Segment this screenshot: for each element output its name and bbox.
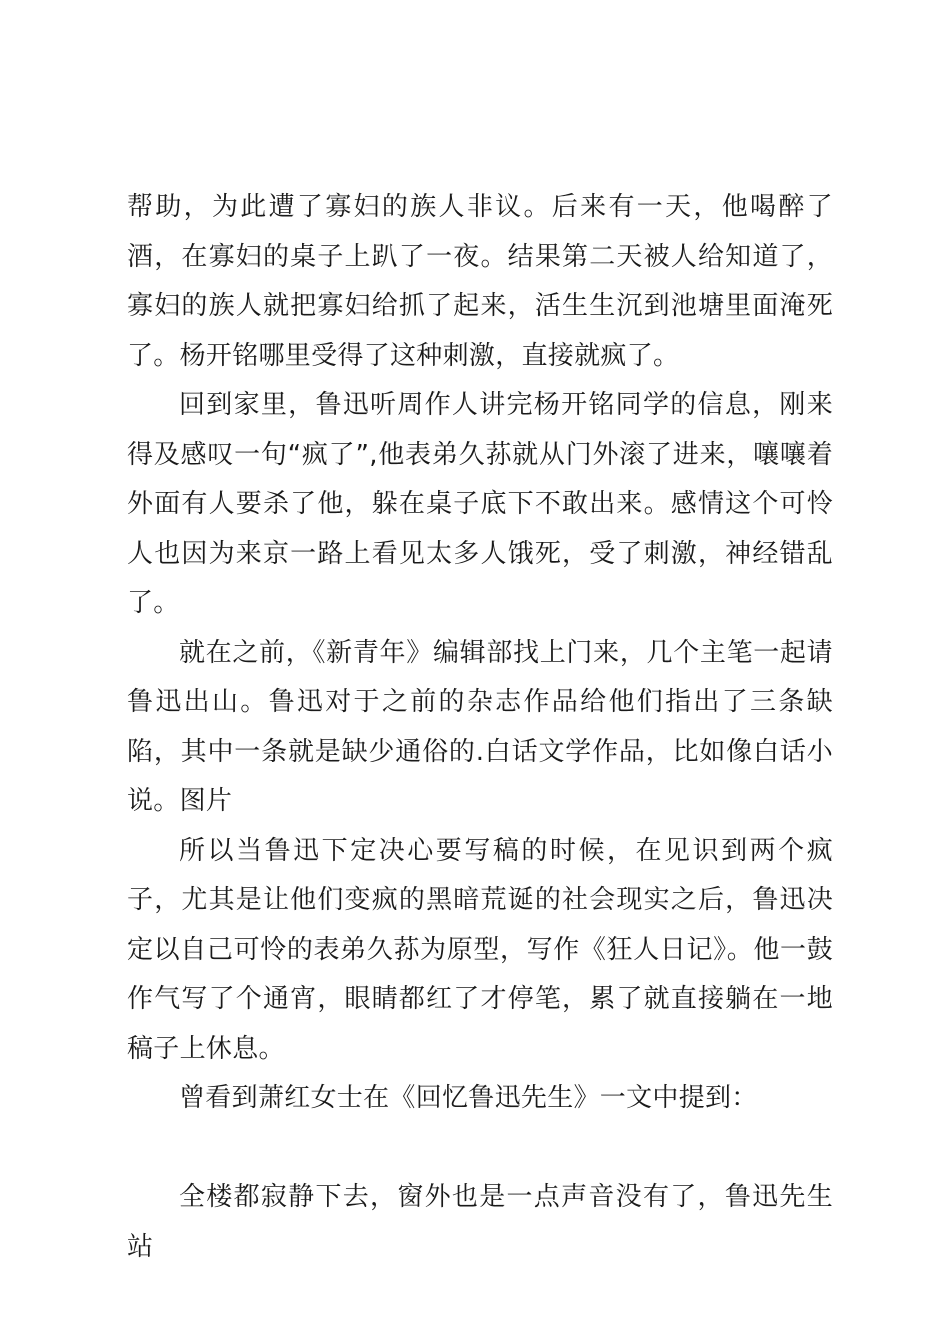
- paragraph-4: 所以当鲁迅下定决心要写稿的时候，在见识到两个疯子，尤其是让他们变疯的黑暗荒诞的社会现实之后，鲁迅决定以自己可怜的表弟久荪为原型，写作《狂人日记》。他一鼓作气写了个通宵，眼睛都红了才停笔，累了就直接躺在一地稿子上休息。: [127, 835, 833, 1064]
- paragraph-6: 全楼都寂静下去，窗外也是一点声音没有了，鲁迅先生站: [127, 1182, 833, 1262]
- paragraph-3: 就在之前，《新青年》编辑部找上门来，几个主笔一起请鲁迅出山。鲁迅对于之前的杂志作品给他们指出了三条缺陷，其中一条就是缺少通俗的.白话文学作品，比如像白话小说。图片: [127, 637, 833, 816]
- paragraph-1: 帮助，为此遭了寡妇的族人非议。后来有一天，他喝醉了酒，在寡妇的桌子上趴了一夜。结果第二天被人给知道了，寡妇的族人就把寡妇给抓了起来，活生生沉到池塘里面淹死了。杨开铭哪里受得了这种刺激，直接就疯了。: [127, 192, 833, 371]
- paragraph-5: 曾看到萧红女士在《回忆鲁迅先生》一文中提到：: [179, 1083, 758, 1113]
- paragraph-2: 回到家里，鲁迅听周作人讲完杨开铭同学的信息，刚来得及感叹一句“疯了”,他表弟久荪就从门外滚了进来，嚷嚷着外面有人要杀了他，躲在桌子底下不敢出来。感情这个可怜人也因为来京一路上看见太多人饿死，受了刺激，神经错乱了。: [127, 390, 833, 618]
- document-body: [127, 183, 833, 1272]
